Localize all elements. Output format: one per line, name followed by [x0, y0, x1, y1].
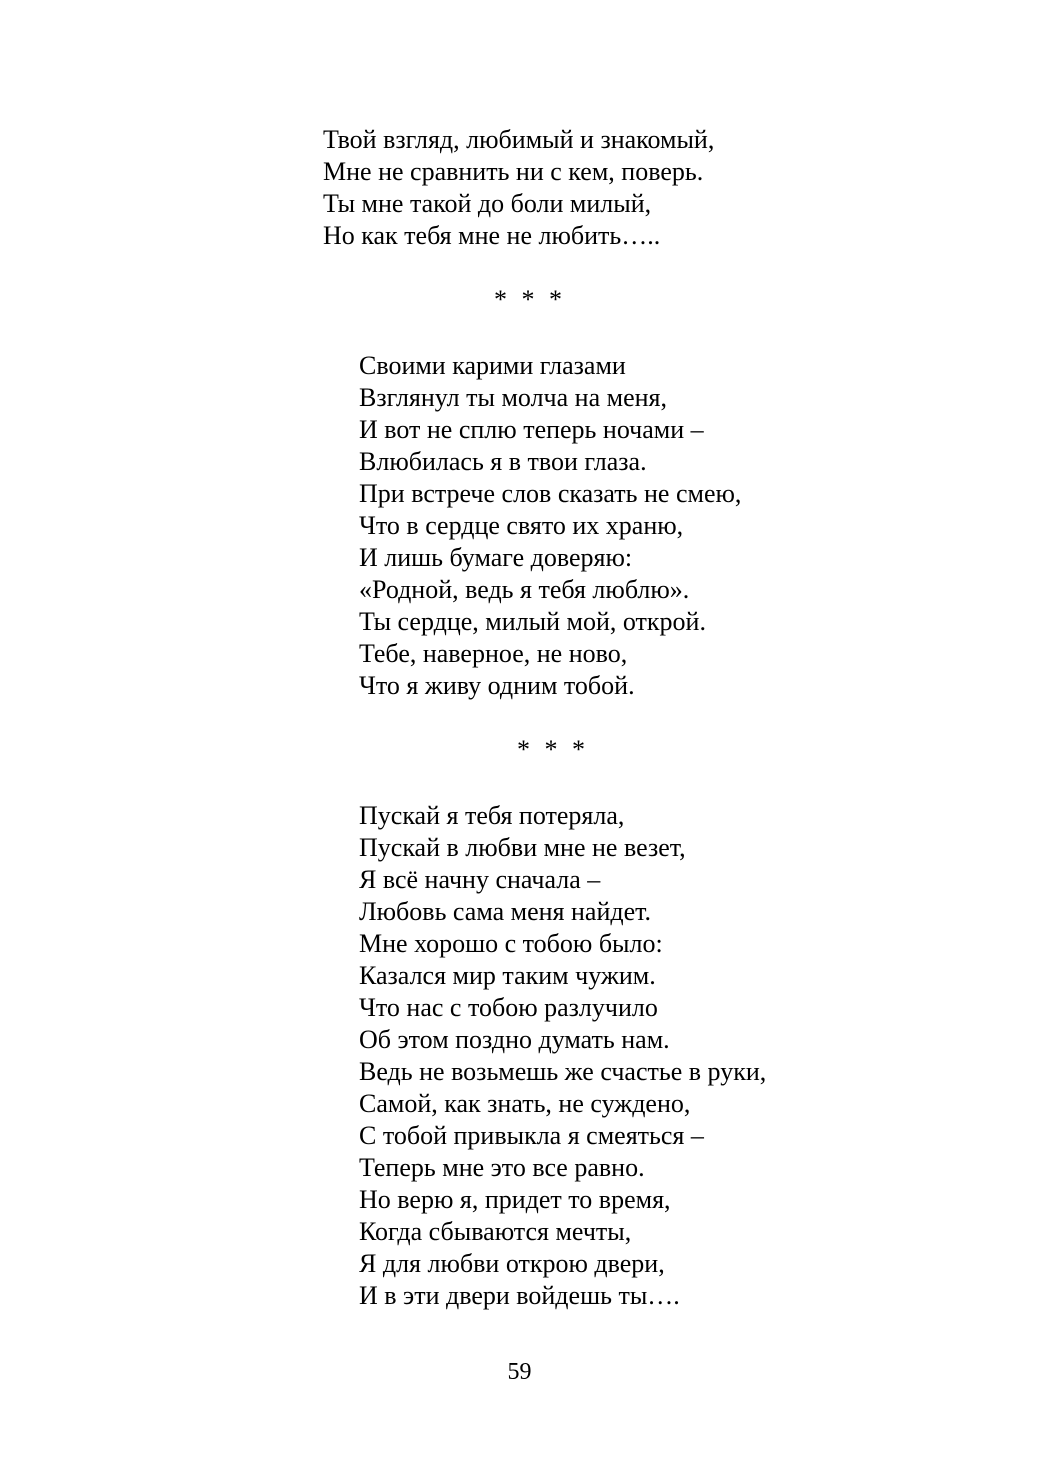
poem-line: Самой, как знать, не суждено,: [359, 1089, 691, 1118]
poem-3: [359, 800, 766, 1312]
poem-separator: * * *: [494, 285, 566, 314]
poem-1: [323, 124, 714, 252]
poem-line: С тобой привыкла я смеяться –: [359, 1121, 704, 1150]
poem-line: Казался мир таким чужим.: [359, 961, 656, 990]
poem-line: Твой взгляд, любимый и знакомый,: [323, 125, 715, 154]
poem-line: Но верю я, придет то время,: [359, 1185, 671, 1214]
poem-line: Я для любви открою двери,: [359, 1249, 665, 1278]
poem-line: Что нас с тобою разлучило: [359, 993, 658, 1022]
poem-line: Что в сердце свято их храню,: [359, 511, 684, 540]
poem-line: «Родной, ведь я тебя люблю».: [359, 575, 690, 604]
poem-line: Мне не сравнить ни с кем, поверь.: [323, 157, 704, 186]
poem-line: Любовь сама меня найдет.: [359, 897, 652, 926]
poem-line: Взглянул ты молча на меня,: [359, 383, 667, 412]
poem-line: И вот не сплю теперь ночами –: [359, 415, 704, 444]
poem-line: Что я живу одним тобой.: [359, 671, 635, 700]
poem-line: Но как тебя мне не любить…..: [323, 221, 661, 250]
poem-line: Мне хорошо с тобою было:: [359, 929, 663, 958]
poem-line: Пускай я тебя потеряла,: [359, 801, 625, 830]
poem-line: Ты сердце, милый мой, открой.: [359, 607, 706, 636]
poem-line: Я всё начну сначала –: [359, 865, 601, 894]
poem-line: Влюбилась я в твои глаза.: [359, 447, 647, 476]
page-number: 59: [507, 1359, 532, 1385]
poem-line: Об этом поздно думать нам.: [359, 1025, 670, 1054]
poem-line: Пускай в любви мне не везет,: [359, 833, 686, 862]
poem-2: [359, 350, 741, 702]
poem-line: Тебе, наверное, не ново,: [359, 639, 628, 668]
poem-line: И в эти двери войдешь ты….: [359, 1281, 680, 1310]
poem-line: Теперь мне это все равно.: [359, 1153, 645, 1182]
poem-line: Ведь не возьмешь же счастье в руки,: [359, 1057, 767, 1086]
poem-line: Ты мне такой до боли милый,: [323, 189, 652, 218]
poem-line: Когда сбываются мечты,: [359, 1217, 632, 1246]
poem-line: Своими карими глазами: [359, 351, 626, 380]
poem-line: И лишь бумаге доверяю:: [359, 543, 633, 572]
poem-line: При встрече слов сказать не смею,: [359, 479, 742, 508]
poem-separator: * * *: [517, 735, 589, 764]
